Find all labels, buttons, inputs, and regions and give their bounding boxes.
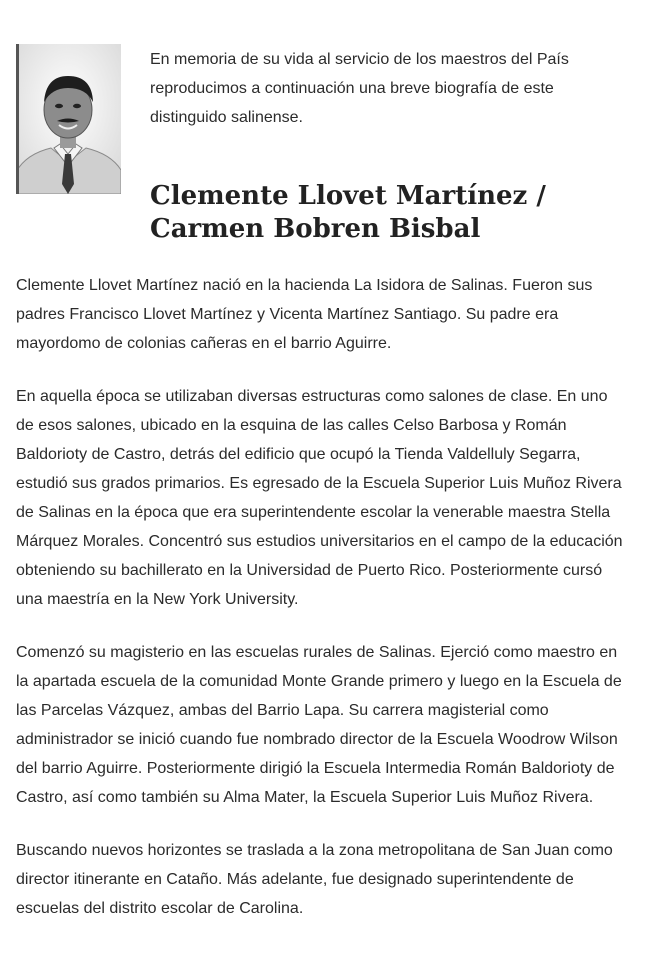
portrait-image — [16, 44, 121, 194]
title-line-2: Carmen Bobren Bisbal — [150, 214, 481, 244]
paragraph-3: Comenzó su magisterio en las escuelas rurales de Salinas. Ejerció como maestro en la apartada escuela de la comunidad Monte Grande primero y luego en la Escuela de las Parcelas Vázquez, ambas del Barrio Lapa. Su carrera magisterial como administrador se inició cuando fue nombrado director de la Escuela Woodrow Wilson del barrio Aguirre. Posteriormente dirigió la Escuela Intermedia Román Baldorioty de Castro, así como también su Alma Mater, la Escuela Superior Luis Muñoz Rivera. — [16, 644, 622, 806]
page-title — [150, 180, 630, 246]
biography-body — [16, 271, 626, 947]
title-line-1: Clemente Llovet Martínez / — [150, 181, 546, 211]
paragraph-1: Clemente Llovet Martínez nació en la hacienda La Isidora de Salinas. Fueron sus padres Francisco Llovet Martínez y Vicenta Martínez Santiago. Su padre era mayordomo de colonias cañeras en el barrio Aguirre. — [16, 277, 593, 352]
paragraph-2: En aquella época se utilizaban diversas estructuras como salones de clase. En uno de esos salones, ubicado en la esquina de las calles Celso Barbosa y Román Baldorioty de Castro, detrás del edificio que ocupó la Tienda Valdelluly Segarra, estudió sus grados primarios. Es egresado de la Escuela Superior Luis Muñoz Rivera de Salinas en la época que era superintendente escolar la venerable maestra Stella Márquez Morales. Concentró sus estudios universitarios en el campo de la educación obteniendo su bachillerato en la Universidad de Puerto Rico. Posteriormente cursó una maestría en la New York University. — [16, 388, 623, 608]
paragraph-4: Buscando nuevos horizontes se traslada a la zona metropolitana de San Juan como director itinerante en Cataño. Más adelante, fue designado superintendente de escuelas del distrito escolar de Carolina. — [16, 842, 613, 917]
intro-text: En memoria de su vida al servicio de los maestros del País reproducimos a continuación una breve biografía de este distinguido salinense. — [150, 51, 569, 126]
portrait-photo — [16, 44, 121, 194]
